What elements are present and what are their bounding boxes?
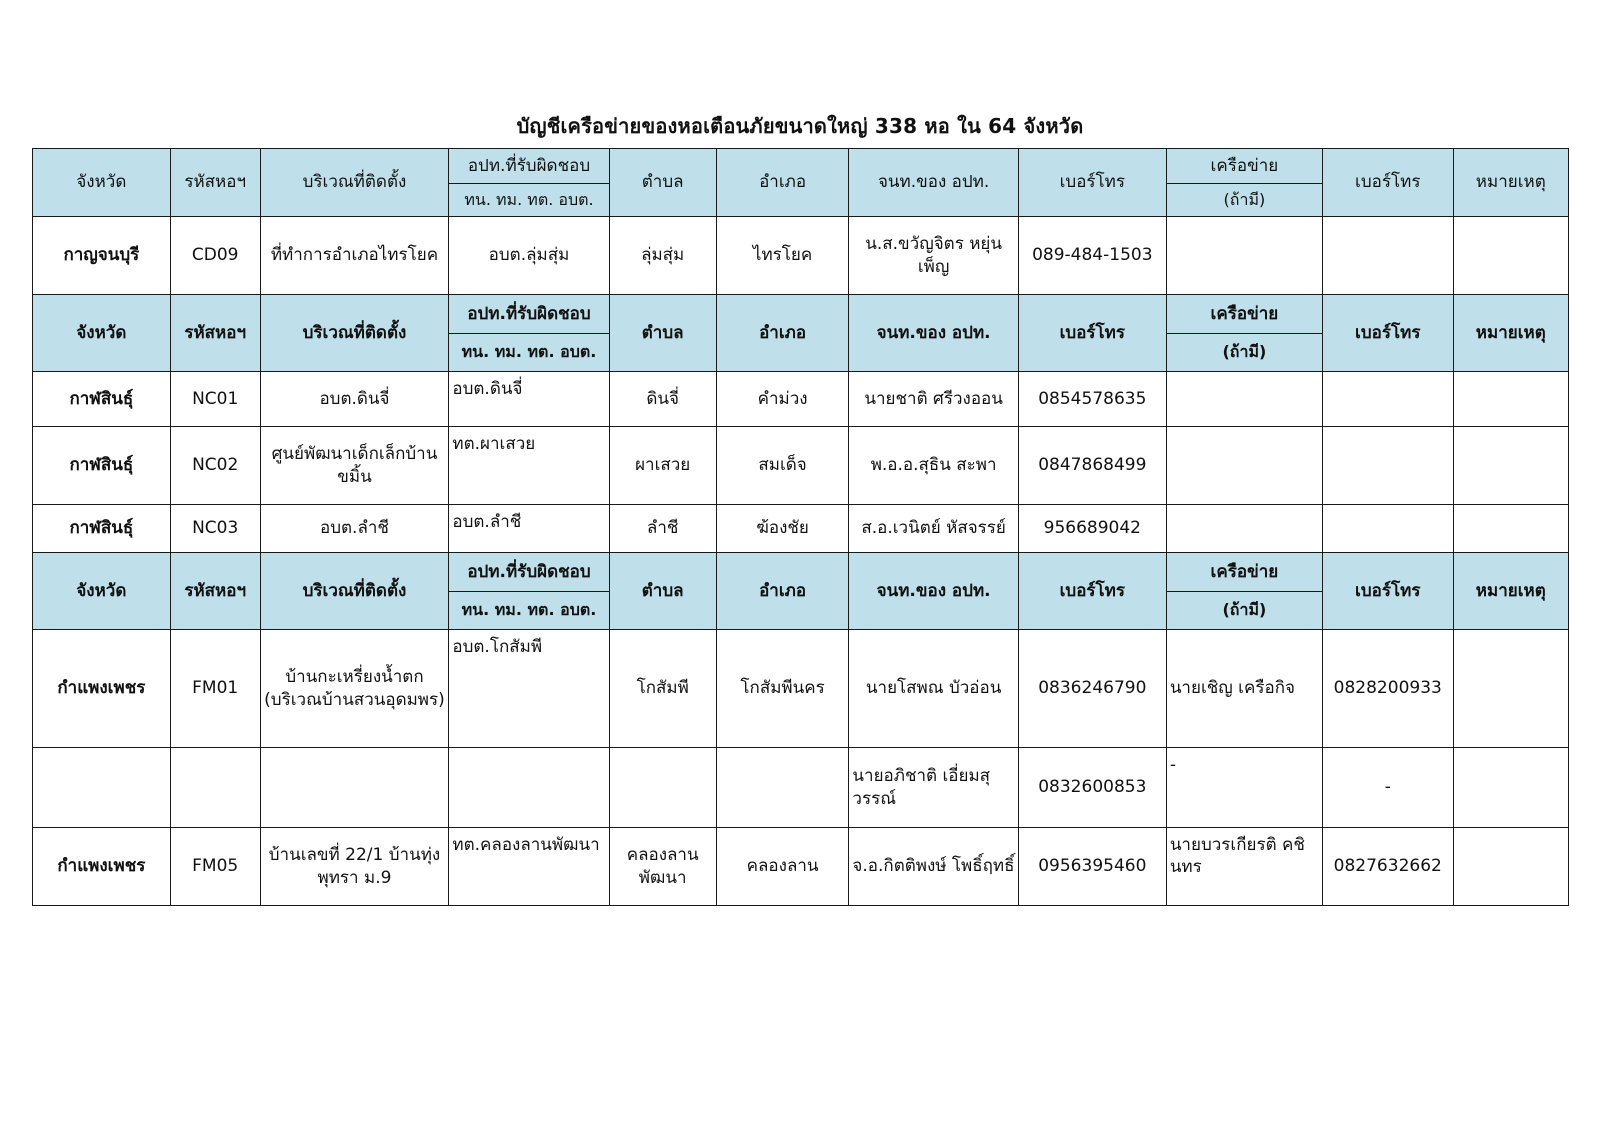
header-subdistrict: ตำบล [609,295,716,372]
cell-officer: นายโสพณ บัวอ่อน [849,630,1018,748]
cell-subdistrict: โกสัมพี [609,630,716,748]
cell-responsible-org: อบต.ลุ่มสุ่ม [449,217,609,295]
cell-remark [1453,828,1568,906]
cell-responsible-org [449,748,609,828]
header-remark: หมายเหตุ [1453,553,1568,630]
header-org-types: ทน. ทม. ทต. อบต. [449,184,609,217]
table-row [33,630,1569,748]
header-tower-code: รหัสหอฯ [170,295,260,372]
cell-tower-code: NC02 [170,427,260,505]
header-phone: เบอร์โทร [1018,295,1166,372]
cell-tower-code: FM01 [170,630,260,748]
cell-phone: 0847868499 [1018,427,1166,505]
cell-phone: 089-484-1503 [1018,217,1166,295]
cell-tower-code [170,748,260,828]
cell-remark [1453,505,1568,553]
cell-network-phone [1322,505,1453,553]
header-org-types: ทน. ทม. ทต. อบต. [449,592,609,630]
cell-province [33,748,171,828]
cell-network-phone: 0827632662 [1322,828,1453,906]
header-district: อำเภอ [716,553,849,630]
header-district: อำเภอ [716,295,849,372]
header-network-phone: เบอร์โทร [1322,149,1453,217]
header-officer: จนท.ของ อปท. [849,149,1018,217]
cell-subdistrict: ดินจี่ [609,372,716,427]
cell-install-location: อบต.ลำชี [260,505,449,553]
cell-tower-code: NC01 [170,372,260,427]
header-org-types: ทน. ทม. ทต. อบต. [449,334,609,372]
header-network-note: (ถ้ามี) [1166,592,1322,630]
cell-district: คำม่วง [716,372,849,427]
header-district: อำเภอ [716,149,849,217]
table-row [33,828,1569,906]
cell-subdistrict: ลำชี [609,505,716,553]
cell-install-location: ศูนย์พัฒนาเด็กเล็กบ้านขมิ้น [260,427,449,505]
cell-phone: 956689042 [1018,505,1166,553]
table-row [33,217,1569,295]
cell-network-phone: - [1322,748,1453,828]
header-responsible-org: อปท.ที่รับผิดชอบ [449,553,609,592]
cell-officer: นายชาติ ศรีวงออน [849,372,1018,427]
cell-remark [1453,372,1568,427]
cell-remark [1453,748,1568,828]
cell-tower-code: FM05 [170,828,260,906]
cell-district: คลองลาน [716,828,849,906]
cell-install-location [260,748,449,828]
header-network: เครือข่าย [1166,295,1322,334]
cell-officer: จ.อ.กิตติพงษ์ โพธิ์ฤทธิ์ [849,828,1018,906]
cell-subdistrict: ลุ่มสุ่ม [609,217,716,295]
header-network: เครือข่าย [1166,553,1322,592]
cell-district: ไทรโยค [716,217,849,295]
cell-responsible-org: ทต.ผาเสวย [449,427,609,505]
header-install-location: บริเวณที่ติดตั้ง [260,295,449,372]
header-remark: หมายเหตุ [1453,149,1568,217]
document-title: บัญชีเครือข่ายของหอเตือนภัยขนาดใหญ่ 338 หอ ใน 64 จังหวัด [516,114,1084,138]
cell-district: โกสัมพีนคร [716,630,849,748]
cell-tower-code: NC03 [170,505,260,553]
cell-officer: ส.อ.เวนิตย์ หัสจรรย์ [849,505,1018,553]
cell-remark [1453,630,1568,748]
cell-install-location: บ้านกะเหรี่ยงน้ำตก (บริเวณบ้านสวนอุดมพร) [260,630,449,748]
cell-responsible-org: อบต.ลำชี [449,505,609,553]
header-province: จังหวัด [33,295,171,372]
header-tower-code: รหัสหอฯ [170,149,260,217]
header-subdistrict: ตำบล [609,553,716,630]
cell-subdistrict [609,748,716,828]
table-row [33,372,1569,427]
header-network: เครือข่าย [1166,149,1322,184]
header-responsible-org: อปท.ที่รับผิดชอบ [449,295,609,334]
cell-network [1166,372,1322,427]
cell-province: กำแพงเพชร [33,828,171,906]
cell-install-location: บ้านเลขที่ 22/1 บ้านทุ่งพุทรา ม.9 [260,828,449,906]
tower-network-table [32,148,1569,906]
cell-province: กาฬสินธุ์ [33,372,171,427]
header-remark: หมายเหตุ [1453,295,1568,372]
cell-officer: นายอภิชาติ เอี่ยมสุวรรณ์ [849,748,1018,828]
header-install-location: บริเวณที่ติดตั้ง [260,149,449,217]
header-row [33,553,1569,592]
cell-province: กาญจนบุรี [33,217,171,295]
cell-install-location: ที่ทำการอำเภอไทรโยค [260,217,449,295]
cell-phone: 0854578635 [1018,372,1166,427]
cell-district [716,748,849,828]
header-phone: เบอร์โทร [1018,149,1166,217]
cell-subdistrict: คลองลานพัฒนา [609,828,716,906]
header-tower-code: รหัสหอฯ [170,553,260,630]
table-row [33,427,1569,505]
header-phone: เบอร์โทร [1018,553,1166,630]
cell-province: กาฬสินธุ์ [33,505,171,553]
header-officer: จนท.ของ อปท. [849,553,1018,630]
cell-network-phone: 0828200933 [1322,630,1453,748]
cell-district: ฆ้องชัย [716,505,849,553]
header-install-location: บริเวณที่ติดตั้ง [260,553,449,630]
cell-phone: 0836246790 [1018,630,1166,748]
cell-tower-code: CD09 [170,217,260,295]
cell-network [1166,217,1322,295]
header-province: จังหวัด [33,149,171,217]
cell-officer: น.ส.ขวัญจิตร หยุ่นเพ็ญ [849,217,1018,295]
header-subdistrict: ตำบล [609,149,716,217]
cell-network [1166,505,1322,553]
table-row [33,748,1569,828]
cell-responsible-org: ทต.คลองลานพัฒนา [449,828,609,906]
table-row [33,505,1569,553]
header-network-note: (ถ้ามี) [1166,334,1322,372]
cell-network-phone [1322,372,1453,427]
header-row [33,149,1569,184]
header-province: จังหวัด [33,553,171,630]
cell-officer: พ.อ.อ.สุธิน สะพา [849,427,1018,505]
cell-province: กาฬสินธุ์ [33,427,171,505]
header-network-note: (ถ้ามี) [1166,184,1322,217]
cell-responsible-org: อบต.ดินจี่ [449,372,609,427]
cell-network: นายบวรเกียรติ คชินทร [1166,828,1322,906]
cell-responsible-org: อบต.โกสัมพี [449,630,609,748]
cell-network: - [1166,748,1322,828]
cell-network-phone [1322,427,1453,505]
cell-phone: 0832600853 [1018,748,1166,828]
cell-remark [1453,217,1568,295]
cell-network: นายเชิญ เครือกิจ [1166,630,1322,748]
cell-district: สมเด็จ [716,427,849,505]
cell-phone: 0956395460 [1018,828,1166,906]
cell-network [1166,427,1322,505]
cell-install-location: อบต.ดินจี่ [260,372,449,427]
header-officer: จนท.ของ อปท. [849,295,1018,372]
cell-subdistrict: ผาเสวย [609,427,716,505]
header-responsible-org: อปท.ที่รับผิดชอบ [449,149,609,184]
header-network-phone: เบอร์โทร [1322,295,1453,372]
cell-network-phone [1322,217,1453,295]
cell-remark [1453,427,1568,505]
cell-province: กำแพงเพชร [33,630,171,748]
header-network-phone: เบอร์โทร [1322,553,1453,630]
header-row [33,295,1569,334]
